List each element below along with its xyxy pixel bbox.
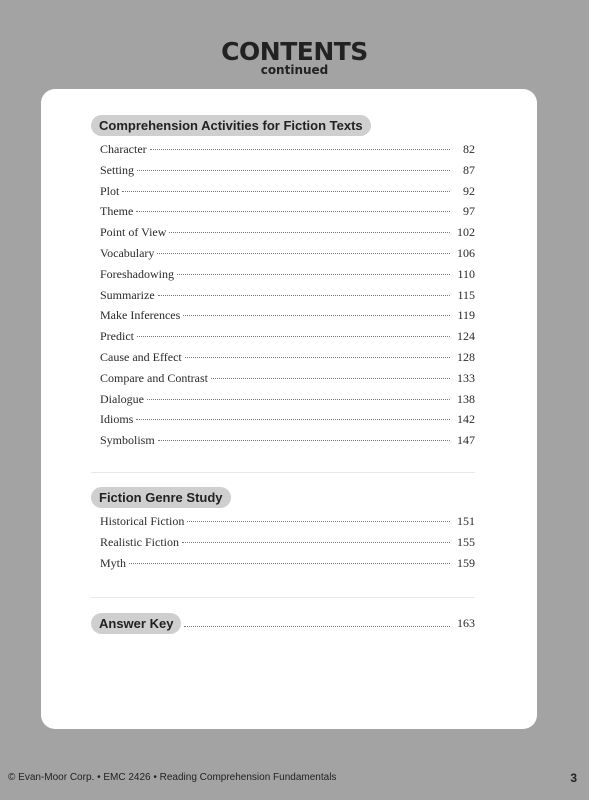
dot-leader [169,232,450,233]
toc-entry-page: 92 [463,183,475,198]
toc-entry-label: Make Inferences [100,308,181,323]
toc-entry-page: 102 [457,225,475,240]
toc-entry[interactable] [91,556,475,577]
dot-leader [136,211,450,212]
toc-entry[interactable] [91,225,475,246]
toc-entry-page: 155 [457,534,475,549]
toc-entry-label: Compare and Contrast [100,370,208,385]
toc-entry-label: Predict [100,329,134,344]
section-fiction-activities [91,115,475,454]
toc-entry-page: 106 [457,245,475,260]
toc-entry-label: Dialogue [100,391,144,406]
dot-leader [177,274,450,275]
toc-list [91,514,475,576]
dot-leader [129,563,450,564]
toc-entry-page: 87 [463,162,475,177]
toc-entry-page: 119 [457,308,475,323]
dot-leader [211,378,450,379]
toc-entry-label: Point of View [100,225,167,240]
section-divider [91,472,475,473]
toc-entry-label: Theme [100,204,134,219]
section-heading: Fiction Genre Study [91,487,231,508]
toc-entry-label: Symbolism [100,433,155,448]
dot-leader [158,440,450,441]
toc-entry-label: Setting [100,162,135,177]
dot-leader [157,253,450,254]
toc-entry[interactable] [91,246,475,267]
toc-entry-label: Vocabulary [100,245,155,260]
page-title: CONTENTS [221,37,368,66]
dot-leader [137,170,450,171]
toc-entry-label: Realistic Fiction [100,534,179,549]
toc-entry-page: 97 [463,204,475,219]
toc-entry-label: Myth [100,555,127,570]
toc-entry[interactable] [91,433,475,454]
toc-entry-page: 128 [457,349,475,364]
dot-leader [122,191,450,192]
toc-entry-page: 138 [457,391,475,406]
dot-leader [150,149,450,150]
footer-page-number: 3 [570,771,577,785]
toc-entry-page: 115 [457,287,475,302]
section-divider [91,597,475,598]
toc-entry-label: Plot [100,183,120,198]
toc-entry-label: Summarize [100,287,155,302]
toc-entry-label: Historical Fiction [100,514,185,528]
toc-entry[interactable] [91,163,475,184]
toc-entry-label: Idioms [100,412,134,427]
answer-key-heading: Answer Key [91,613,181,634]
answer-key-page: 163 [457,616,475,630]
toc-entry-page: 159 [457,555,475,570]
dot-leader [147,399,450,400]
dot-leader [187,521,450,522]
toc-entry[interactable] [91,329,475,350]
dot-leader [184,626,450,627]
toc-entry[interactable] [91,204,475,225]
toc-entry[interactable] [91,142,475,163]
dot-leader [136,419,450,420]
toc-entry-page: 110 [457,266,475,281]
toc-entry[interactable] [91,288,475,309]
toc-entry-label: Cause and Effect [100,349,182,364]
contents-panel [41,89,537,729]
section-heading: Comprehension Activities for Fiction Texts [91,115,371,136]
toc-entry-page: 133 [457,370,475,385]
footer-copyright: © Evan-Moor Corp. • EMC 2426 • Reading Comprehension Fundamentals [8,772,337,783]
toc-entry[interactable] [91,308,475,329]
page-subtitle: continued [260,63,329,77]
toc-entry[interactable] [91,392,475,413]
toc-entry[interactable] [91,350,475,371]
toc-entry[interactable] [91,184,475,205]
toc-entry-label: Foreshadowing [100,266,174,281]
dot-leader [183,315,450,316]
toc-entry-page: 142 [457,412,475,427]
section-genre-study [91,487,475,576]
answer-key-entry[interactable] [91,613,475,634]
dot-leader [185,357,450,358]
toc-entry[interactable] [91,514,475,535]
toc-list [91,142,475,454]
dot-leader [137,336,450,337]
toc-entry-page: 151 [457,514,475,528]
toc-entry[interactable] [91,412,475,433]
dot-leader [182,542,450,543]
toc-entry[interactable] [91,371,475,392]
dot-leader [158,295,450,296]
toc-entry-page: 124 [457,329,475,344]
toc-entry-page: 82 [463,142,475,156]
toc-entry-label: Character [100,142,147,156]
toc-entry[interactable] [91,535,475,556]
toc-entry[interactable] [91,267,475,288]
toc-entry-page: 147 [457,433,475,448]
